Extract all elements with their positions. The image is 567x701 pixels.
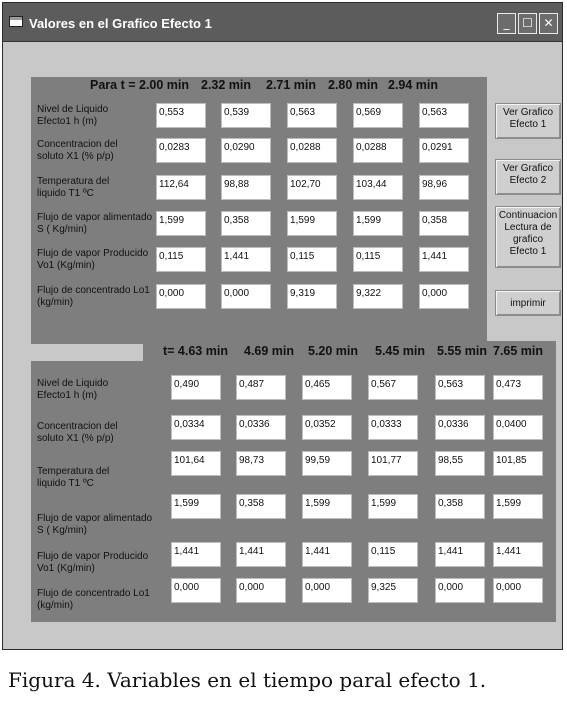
row-label-line: Vo1 (Kg/min) (37, 563, 95, 574)
value-field[interactable]: 0,0290 (221, 138, 271, 163)
row-label (37, 421, 155, 445)
time-header: 2.71 min (266, 78, 317, 92)
value-field[interactable]: 112,64 (156, 175, 206, 200)
value-field[interactable]: 0,115 (368, 542, 418, 567)
row-label-line: S ( Kg/min) (37, 525, 88, 536)
row-label-line: Flujo de vapor alimentado (37, 513, 153, 524)
value-field[interactable]: 0,569 (353, 103, 403, 128)
row-label (37, 378, 155, 402)
figure-caption: Figura 4. Variables en el tiempo paral efecto 1. (8, 668, 487, 692)
value-field[interactable]: 0,539 (221, 103, 271, 128)
button-label-line: Efecto 1 (509, 246, 547, 257)
row-label-line: (kg/min) (37, 600, 74, 611)
value-field[interactable]: 0,473 (493, 375, 543, 400)
value-field[interactable]: 9,325 (368, 578, 418, 603)
time-header: 5.55 min (437, 344, 488, 358)
row-label-line: Temperatura del (37, 466, 110, 477)
value-field[interactable]: 0,000 (435, 578, 485, 603)
ver-grafico-efecto1-button[interactable] (495, 103, 561, 139)
row-label (37, 285, 155, 309)
row-label (37, 139, 155, 163)
value-field[interactable]: 0,553 (156, 103, 206, 128)
row-label-line: Vo1 (Kg/min) (37, 260, 95, 271)
value-field[interactable]: 0,563 (419, 103, 469, 128)
row-label (37, 104, 155, 128)
row-label-line: (kg/min) (37, 297, 74, 308)
value-field[interactable]: 1,599 (493, 494, 543, 519)
time-header: 2.32 min (201, 78, 252, 92)
value-field[interactable]: 0,465 (302, 375, 352, 400)
row-label (37, 212, 155, 236)
button-label-line: Lectura de (504, 222, 552, 233)
window-title: Valores en el Grafico Efecto 1 (29, 16, 212, 31)
row-label-line: Concentracion del (37, 421, 118, 432)
value-field[interactable]: 0,487 (236, 375, 286, 400)
value-field[interactable]: 0,115 (287, 247, 337, 272)
value-field[interactable]: 0,0288 (353, 138, 403, 163)
value-field[interactable]: 0,358 (419, 211, 469, 236)
time-header: 2.94 min (388, 78, 439, 92)
value-field[interactable]: 0,0288 (287, 138, 337, 163)
value-field[interactable]: 1,441 (419, 247, 469, 272)
time-header: 4.69 min (244, 344, 295, 358)
time-header: t= 4.63 min (163, 344, 228, 358)
value-field[interactable]: 0,0352 (302, 415, 352, 440)
row-label-line: Efecto1 h (m) (37, 390, 98, 401)
button-label-line: Ver Grafico (502, 107, 554, 118)
row-label-line: Flujo de concentrado Lo1 (37, 285, 150, 296)
value-field[interactable]: 1,599 (368, 494, 418, 519)
button-label-line: Efecto 2 (509, 175, 547, 186)
value-field[interactable]: 98,55 (435, 451, 485, 476)
value-field[interactable]: 0,000 (221, 284, 271, 309)
value-field[interactable]: 1,599 (171, 494, 221, 519)
value-field[interactable]: 0,0334 (171, 415, 221, 440)
value-field[interactable]: 98,88 (221, 175, 271, 200)
row-label (37, 551, 155, 575)
value-field[interactable]: 101,64 (171, 451, 221, 476)
value-field[interactable]: 0,567 (368, 375, 418, 400)
value-field[interactable]: 1,599 (302, 494, 352, 519)
value-field[interactable]: 9,319 (287, 284, 337, 309)
time-header: Para t = 2.00 min (90, 78, 190, 92)
row-label-line: Flujo de vapor Producido (37, 551, 149, 562)
value-field[interactable]: 0,115 (156, 247, 206, 272)
window-icon (9, 16, 23, 27)
row-label-line: liquido T1 ºC (37, 188, 94, 199)
value-field[interactable]: 0,0336 (236, 415, 286, 440)
time-header: 7.65 min (493, 344, 544, 358)
continuacion-lectura-button[interactable] (495, 206, 561, 268)
row-label (37, 513, 155, 537)
value-field[interactable]: 0,115 (353, 247, 403, 272)
value-field[interactable]: 0,0336 (435, 415, 485, 440)
value-field[interactable]: 1,441 (493, 542, 543, 567)
value-field[interactable]: 1,599 (353, 211, 403, 236)
value-field[interactable]: 0,000 (302, 578, 352, 603)
time-header: 5.20 min (308, 344, 359, 358)
row-label-line: Concentracion del (37, 139, 118, 150)
value-field[interactable]: 0,0400 (493, 415, 543, 440)
row-label-line: liquido T1 ºC (37, 478, 94, 489)
value-field[interactable]: 102,70 (287, 175, 337, 200)
title-bar[interactable] (3, 3, 562, 42)
imprimir-button[interactable] (495, 290, 561, 316)
value-field[interactable]: 1,441 (302, 542, 352, 567)
value-field[interactable]: 0,0333 (368, 415, 418, 440)
value-field[interactable]: 1,441 (221, 247, 271, 272)
app-window (2, 2, 563, 650)
value-field[interactable]: 1,599 (156, 211, 206, 236)
row-label (37, 248, 155, 272)
value-field[interactable]: 0,0283 (156, 138, 206, 163)
row-label-line: Flujo de concentrado Lo1 (37, 588, 150, 599)
row-label-line: Nivel de Liquido (37, 104, 109, 115)
value-field[interactable]: 99,59 (302, 451, 352, 476)
row-label-line: Flujo de vapor alimentado (37, 212, 153, 223)
value-field[interactable]: 0,000 (156, 284, 206, 309)
value-field[interactable]: 103,44 (353, 175, 403, 200)
value-field[interactable]: 1,599 (287, 211, 337, 236)
value-field[interactable]: 98,96 (419, 175, 469, 200)
row-label (37, 466, 155, 490)
row-label-line: Temperatura del (37, 176, 110, 187)
close-button[interactable]: ✕ (539, 13, 558, 34)
row-label (37, 588, 155, 612)
row-label-line: S ( Kg/min) (37, 224, 88, 235)
button-label-line: Continuacion (498, 210, 558, 221)
value-field[interactable]: 98,73 (236, 451, 286, 476)
button-label-line: grafico (512, 234, 543, 245)
value-field[interactable]: 0,358 (221, 211, 271, 236)
time-header: 2.80 min (328, 78, 379, 92)
row-label-line: soluto X1 (% p/p) (37, 433, 114, 444)
value-field[interactable]: 9,322 (353, 284, 403, 309)
value-field[interactable]: 0,000 (236, 578, 286, 603)
value-field[interactable]: 0,000 (171, 578, 221, 603)
maximize-button[interactable]: ☐ (518, 13, 537, 34)
value-field[interactable]: 1,441 (171, 542, 221, 567)
row-label (37, 176, 155, 200)
value-field[interactable]: 0,0291 (419, 138, 469, 163)
button-label-line: Ver Grafico (502, 163, 554, 174)
button-label-line: imprimir (510, 298, 546, 309)
value-field[interactable]: 0,000 (419, 284, 469, 309)
value-field[interactable]: 0,490 (171, 375, 221, 400)
value-field[interactable]: 0,563 (287, 103, 337, 128)
value-field[interactable]: 0,000 (493, 578, 543, 603)
button-label-line: Efecto 1 (509, 119, 547, 130)
value-field[interactable]: 0,358 (435, 494, 485, 519)
ver-grafico-efecto2-button[interactable] (495, 159, 561, 195)
value-field[interactable]: 1,441 (236, 542, 286, 567)
value-field[interactable]: 1,441 (435, 542, 485, 567)
row-label-line: Efecto1 h (m) (37, 116, 98, 127)
row-label-line: soluto X1 (% p/p) (37, 151, 114, 162)
row-label-line: Flujo de vapor Producido (37, 248, 149, 259)
row-label-line: Nivel de Liquido (37, 378, 109, 389)
value-field[interactable]: 101,77 (368, 451, 418, 476)
time-header: 5.45 min (375, 344, 426, 358)
value-field[interactable]: 101,85 (493, 451, 543, 476)
value-field[interactable]: 0,563 (435, 375, 485, 400)
minimize-button[interactable]: _ (497, 13, 516, 34)
value-field[interactable]: 0,358 (236, 494, 286, 519)
